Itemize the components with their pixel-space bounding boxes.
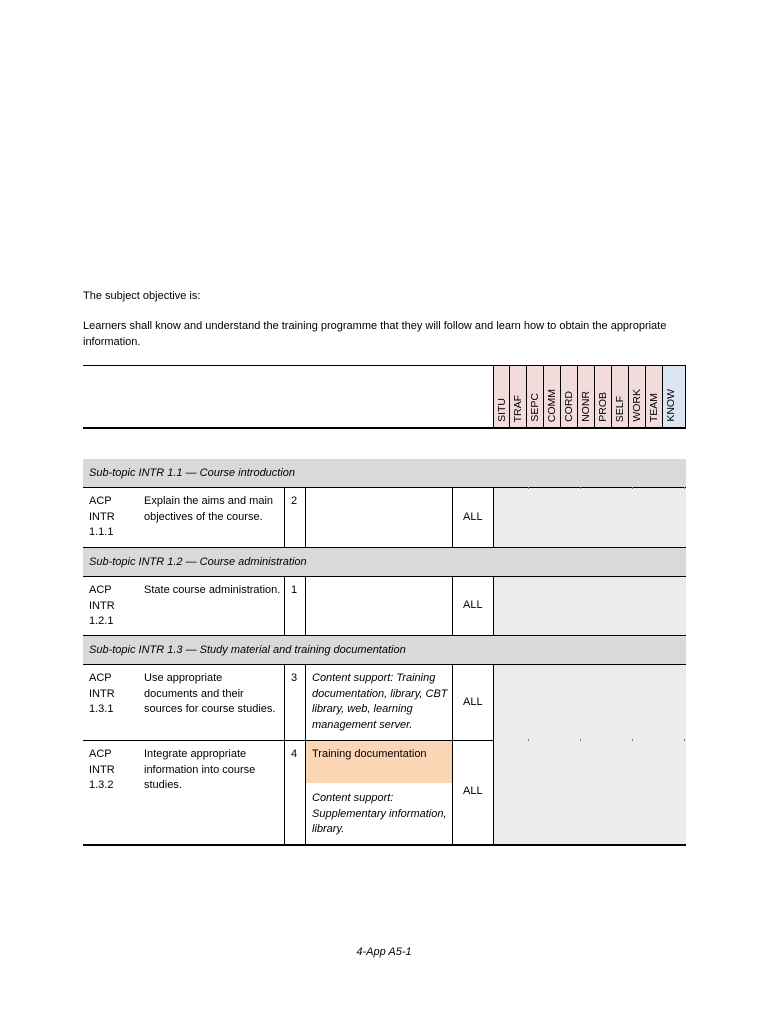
page-footer: 4-App A5-1 [356, 946, 412, 958]
objective-level: 4 [291, 748, 298, 760]
competency-grid-area [493, 665, 686, 844]
objective-description: Use appropriate documents and their sources for course studies. [144, 672, 276, 715]
competency-self: SELF [612, 365, 629, 427]
competency-sepc: SEPC [527, 365, 544, 427]
competency-team: TEAM [646, 365, 663, 427]
competency-prob: PROB [595, 365, 612, 427]
subtopic-intr-1-3: Sub-topic INTR 1.3 — Study material and training documentation [83, 635, 686, 665]
objective-applies-to: ALL [463, 785, 483, 797]
objective-description: Integrate appropriate information into course studies. [144, 748, 256, 791]
competency-cord: CORD [561, 365, 578, 427]
table-bottom-rule [83, 844, 686, 846]
content-support: Content support: Training documentation, library, CBT library, web, learning management server. [312, 672, 448, 731]
objective-id: ACP INTR 1.1.1 [89, 495, 115, 538]
objective-text: Learners shall know and understand the training programme that they will follow and learn how to obtain the appropriate information. [83, 320, 667, 348]
objective-applies-to: ALL [463, 511, 483, 523]
competency-situ: SITU [493, 365, 510, 427]
objective-id: ACP INTR 1.3.1 [89, 672, 115, 715]
objective-label: The subject objective is: [83, 290, 201, 302]
objective-description: State course administration. [144, 584, 281, 596]
competency-work: WORK [629, 365, 646, 427]
table-header-blank [83, 365, 494, 428]
competency-nonr: NONR [578, 365, 595, 427]
objective-description: Explain the aims and main objectives of the course. [144, 495, 274, 523]
content-highlight: Training documentation [312, 748, 427, 760]
objective-id: ACP INTR 1.2.1 [89, 584, 115, 627]
objective-applies-to: ALL [463, 599, 483, 611]
objective-level: 2 [291, 495, 298, 507]
objective-level: 1 [291, 584, 298, 596]
objective-applies-to: ALL [463, 696, 483, 708]
subtopic-intr-1-1: Sub-topic INTR 1.1 — Course introduction [83, 459, 686, 488]
competency-traf: TRAF [510, 365, 527, 427]
subtopic-intr-1-2: Sub-topic INTR 1.2 — Course administration [83, 547, 686, 577]
competency-comm: COMM [544, 365, 561, 427]
content-support: Content support: Supplementary information, library. [312, 792, 447, 835]
competency-grid-area [493, 488, 686, 547]
objective-id: ACP INTR 1.3.2 [89, 748, 115, 791]
competency-know: KNOW [663, 365, 686, 427]
objective-level: 3 [291, 672, 298, 684]
competency-grid-area [493, 577, 686, 635]
header-rule [83, 427, 686, 429]
